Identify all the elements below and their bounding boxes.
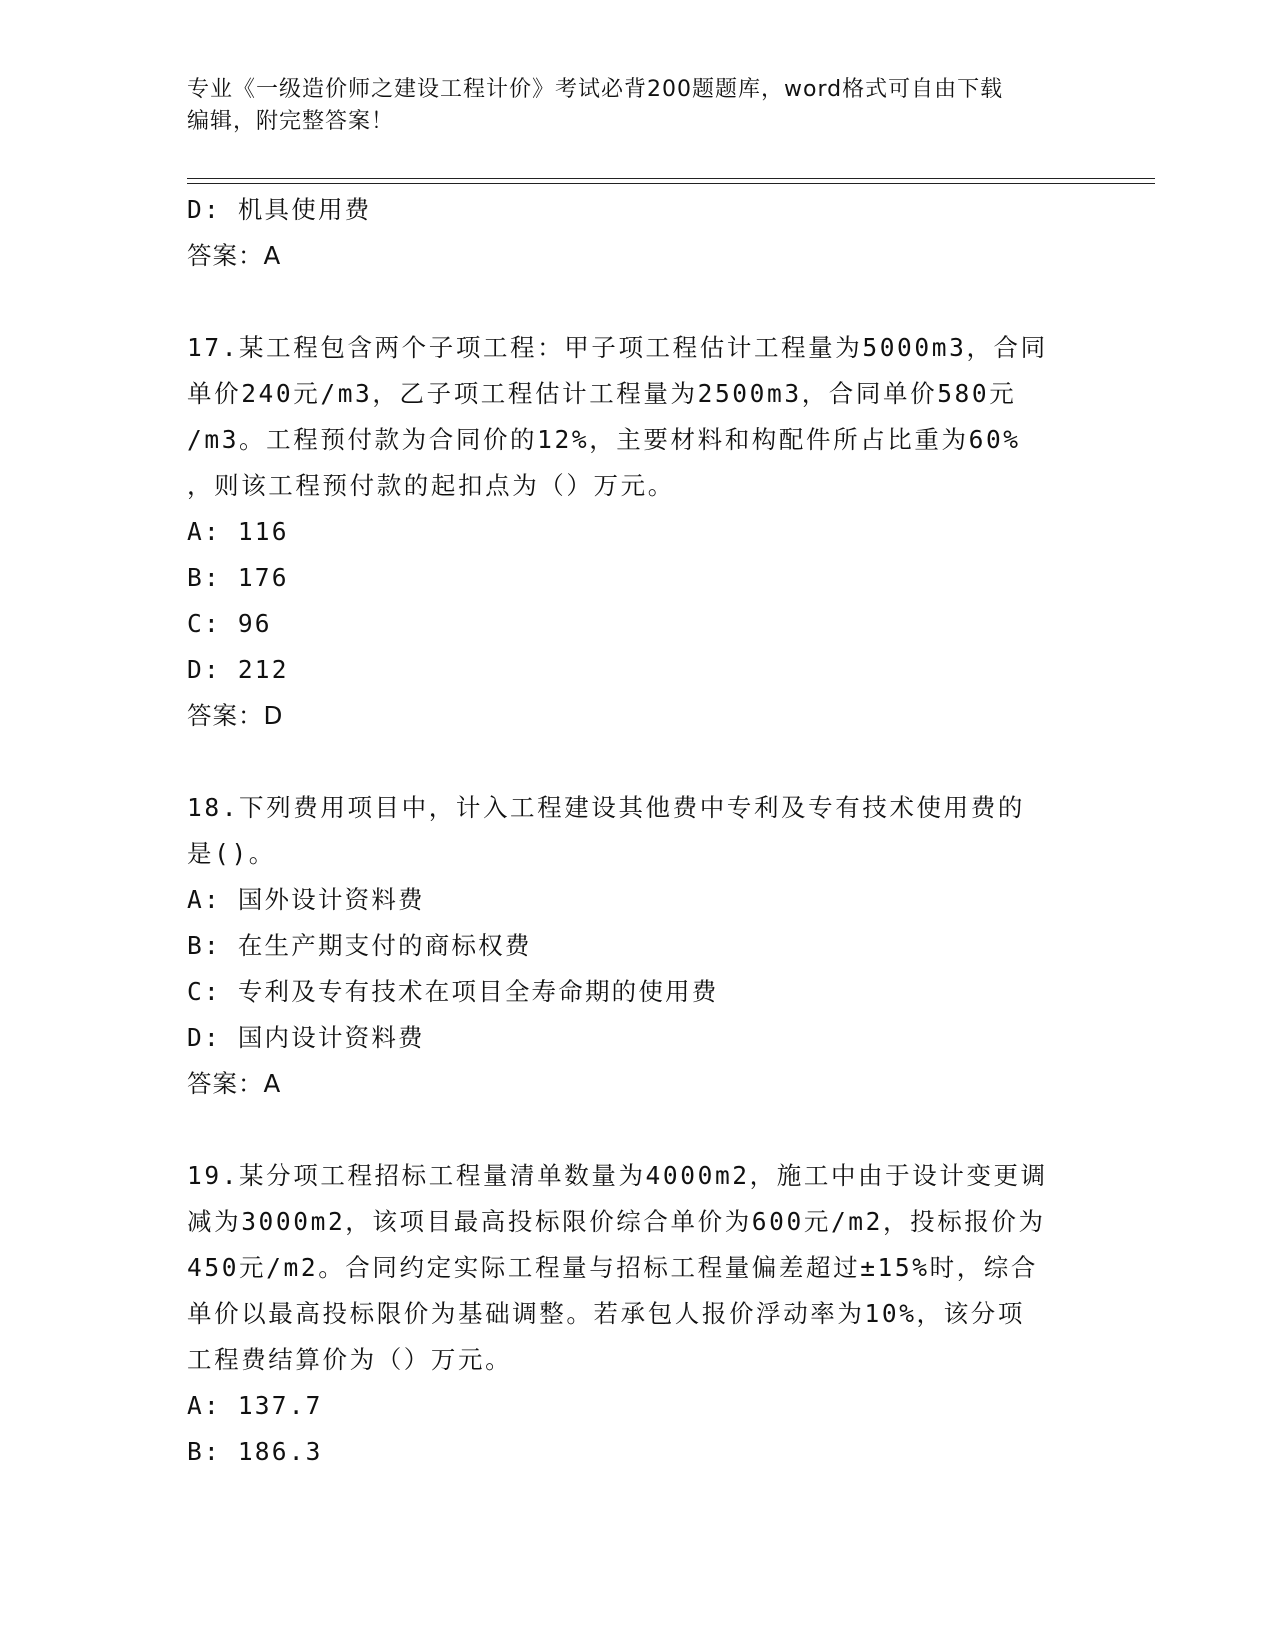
header-divider-bottom [187,183,1155,184]
question-17 [187,325,1087,739]
option-a: A: 116 [187,517,289,546]
answer-line: 答案：A [187,241,282,270]
header-divider-top [187,178,1155,179]
previous-question-tail [187,187,1087,279]
stem-line: 单价以最高投标限价为基础调整。若承包人报价浮动率为10%，该分项 [187,1299,1025,1328]
option-b: B: 186.3 [187,1437,323,1466]
question-19 [187,1153,1087,1475]
header-line-1: 专业《一级造价师之建设工程计价》考试必背200题题库，word格式可自由下载 [187,77,1004,102]
stem-line: 18.下列费用项目中，计入工程建设其他费中专利及专有技术使用费的 [187,793,1025,822]
option-d: D: 机具使用费 [187,195,372,224]
stem-line: 减为3000m2，该项目最高投标限价综合单价为600元/m2，投标报价为 [187,1207,1046,1236]
stem-line: 工程费结算价为（）万元。 [187,1345,513,1374]
spacer [187,279,1087,325]
page-header [187,74,1087,138]
option-d: D: 国内设计资料费 [187,1023,425,1052]
spacer [187,739,1087,785]
document-body [187,187,1087,1475]
option-d: D: 212 [187,655,289,684]
question-stem [187,785,1087,877]
question-stem [187,325,1087,509]
option-a: A: 137.7 [187,1391,323,1420]
header-line-2: 编辑，附完整答案！ [187,109,395,134]
stem-line: 450元/m2。合同约定实际工程量与招标工程量偏差超过±15%时，综合 [187,1253,1038,1282]
stem-line: 单价240元/m3，乙子项工程估计工程量为2500m3，合同单价580元 [187,379,1017,408]
option-c: C: 96 [187,609,272,638]
stem-line: 17.某工程包含两个子项工程：甲子项工程估计工程量为5000m3，合同 [187,333,1048,362]
option-c: C: 专利及专有技术在项目全寿命期的使用费 [187,977,719,1006]
stem-line: 是()。 [187,839,276,868]
answer-line: 答案：D [187,701,284,730]
question-stem [187,1153,1087,1383]
option-b: B: 176 [187,563,289,592]
spacer [187,1107,1087,1153]
option-a: A: 国外设计资料费 [187,885,425,914]
stem-line: 19.某分项工程招标工程量清单数量为4000m2，施工中由于设计变更调 [187,1161,1048,1190]
stem-line: ，则该工程预付款的起扣点为（）万元。 [187,471,675,500]
stem-line: /m3。工程预付款为合同价的12%，主要材料和构配件所占比重为60% [187,425,1021,454]
question-18 [187,785,1087,1107]
answer-line: 答案：A [187,1069,282,1098]
option-b: B: 在生产期支付的商标权费 [187,931,532,960]
